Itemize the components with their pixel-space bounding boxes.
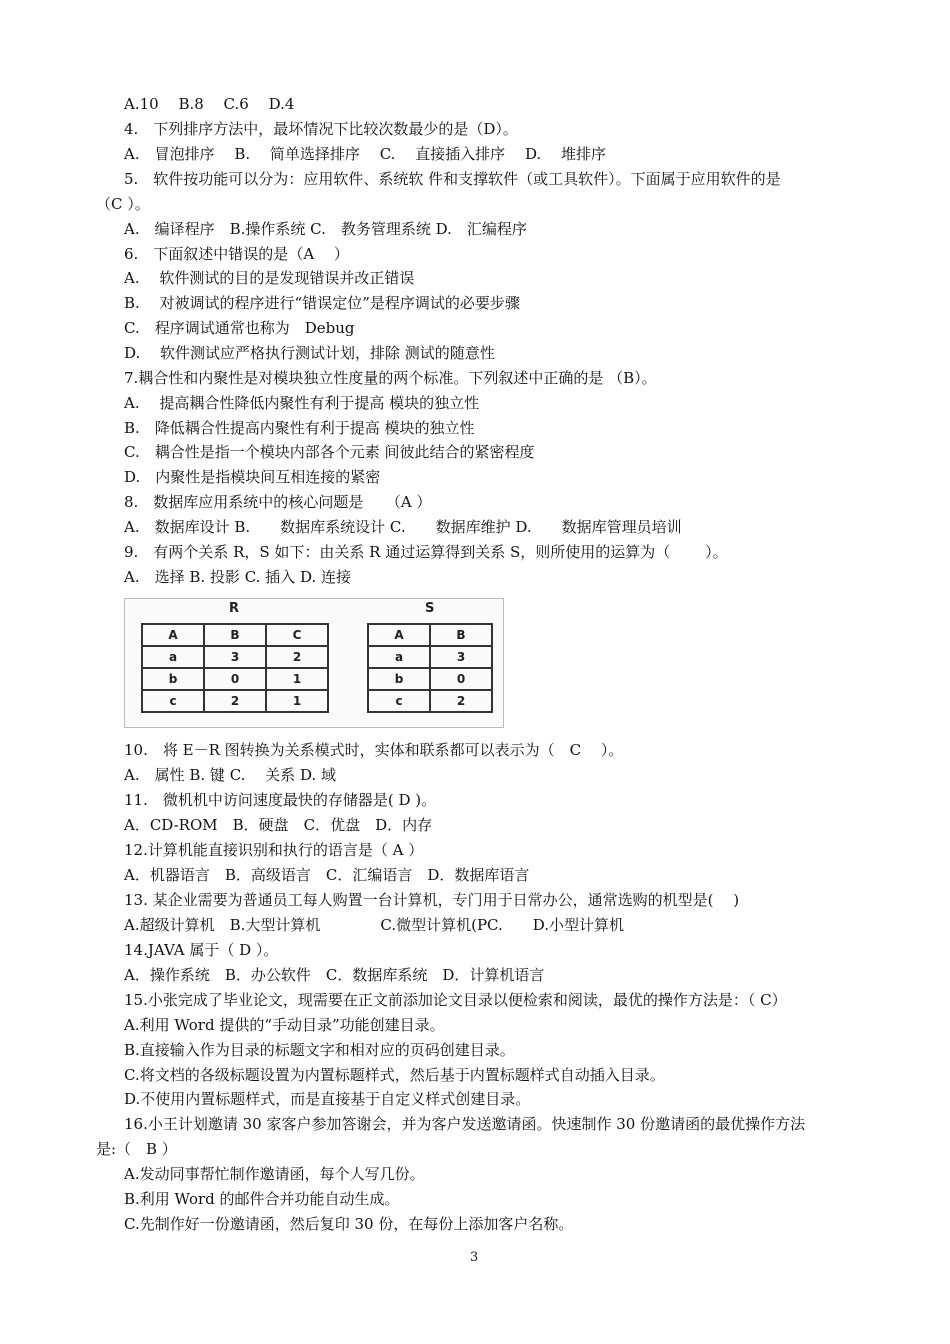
text-line: 11. 微机机中访问速度最快的存储器是( D )。: [124, 791, 437, 809]
text-line: C.先制作好一份邀请函，然后复印 30 份，在每份上添加客户名称。: [124, 1215, 574, 1233]
table-row: [142, 624, 328, 646]
text-line: C. 程序调试通常也称为 Debug: [124, 319, 355, 337]
text-line: 14.JAVA 属于（ D ）。: [124, 941, 279, 959]
table-cell: C: [266, 624, 328, 646]
text-line: A．机器语言 B．高级语言 C．汇编语言 D．数据库语言: [124, 866, 530, 884]
table-cell: 2: [430, 690, 492, 712]
text-line: B.利用 Word 的邮件合并功能自动生成。: [124, 1190, 400, 1208]
text-line: C. 耦合性是指一个模块内部各个元素 间彼此结合的紧密程度: [124, 443, 535, 461]
table-row: [368, 646, 492, 668]
text-line: D. 软件测试应严格执行测试计划，排除 测试的随意性: [124, 344, 495, 362]
text-line: 16.小王计划邀请 30 家客户参加答谢会，并为客户发送邀请函。快速制作 30 份邀请函的最优操作方法: [124, 1115, 806, 1133]
table-cell: 0: [430, 668, 492, 690]
text-line: A．CD-ROM B．硬盘 C．优盘 D．内存: [124, 816, 433, 834]
text-line: A. 属性 B. 键 C. 关系 D. 域: [124, 766, 336, 784]
table-cell: 3: [204, 646, 266, 668]
text-line: 8. 数据库应用系统中的核心问题是 （A ）: [124, 493, 432, 511]
text-line: 12.计算机能直接识别和执行的语言是（ A ）: [124, 841, 424, 859]
table-cell: 3: [430, 646, 492, 668]
text-line: A. 软件测试的目的是发现错误并改正错误: [124, 269, 415, 287]
page-number: 3: [470, 1250, 479, 1265]
text-line: 13. 某企业需要为普通员工每人购置一台计算机，专门用于日常办公，通常选购的机型是( ): [124, 891, 740, 909]
table-cell: 1: [266, 690, 328, 712]
text-line: A.发动同事帮忙制作邀请函，每个人写几份。: [124, 1165, 425, 1183]
table-row: [368, 690, 492, 712]
table-row: [142, 668, 328, 690]
table-cell: 0: [204, 668, 266, 690]
text-line: A.利用 Word 提供的“手动目录”功能创建目录。: [124, 1016, 445, 1034]
table-cell: 1: [266, 668, 328, 690]
text-line: 4. 下列排序方法中，最坏情况下比较次数最少的是（D）。: [124, 120, 518, 138]
relation-tables-figure: [124, 598, 504, 728]
text-line: 是:（ B ）: [96, 1140, 177, 1158]
text-line: C.将文档的各级标题设置为内置标题样式，然后基于内置标题样式自动插入目录。: [124, 1066, 665, 1084]
table-cell: 2: [204, 690, 266, 712]
text-line: B. 对被调试的程序进行“错误定位”是程序调试的必要步骤: [124, 294, 520, 312]
text-line: （C ）。: [96, 195, 150, 213]
table-cell: c: [142, 690, 204, 712]
text-line: A. 数据库设计 B. 数据库系统设计 C. 数据库维护 D. 数据库管理员培训: [124, 518, 682, 536]
text-line: D.不使用内置标题样式，而是直接基于自定义样式创建目录。: [124, 1090, 531, 1108]
table-cell: B: [204, 624, 266, 646]
relation-r-title: R: [229, 601, 240, 616]
text-line: A. 编译程序 B.操作系统 C. 教务管理系统 D. 汇编程序: [124, 220, 527, 238]
table-row: [368, 624, 492, 646]
text-line: D. 内聚性是指模块间互相连接的紧密: [124, 468, 381, 486]
relation-s-table: [367, 623, 493, 713]
table-cell: A: [142, 624, 204, 646]
text-line: A. 冒泡排序 B. 简单选择排序 C. 直接插入排序 D. 堆排序: [124, 145, 606, 163]
table-row: [142, 646, 328, 668]
table-cell: c: [368, 690, 430, 712]
table-cell: a: [368, 646, 430, 668]
text-line: 7.耦合性和内聚性是对模块独立性度量的两个标准。下列叙述中正确的是 （B）。: [124, 369, 657, 387]
text-line: A. 提高耦合性降低内聚性有利于提高 模块的独立性: [124, 394, 480, 412]
text-line: B.直接输入作为目录的标题文字和相对应的页码创建目录。: [124, 1041, 515, 1059]
text-line: A．操作系统 B．办公软件 C．数据库系统 D．计算机语言: [124, 966, 545, 984]
text-line: A.10 B.8 C.6 D.4: [124, 95, 295, 113]
table-cell: B: [430, 624, 492, 646]
text-line: B. 降低耦合性提高内聚性有利于提高 模块的独立性: [124, 419, 475, 437]
text-line: 15.小张完成了毕业论文，现需要在正文前添加论文目录以便检索和阅读，最优的操作方法是：（ C）: [124, 991, 787, 1009]
text-line: 5. 软件按功能可以分为：应用软件、系统软 件和支撑软件（或工具软件）。下面属于应用软件的是: [124, 170, 781, 188]
table-cell: A: [368, 624, 430, 646]
relation-r-table: [141, 623, 329, 713]
relation-s-title: S: [425, 601, 435, 616]
table-row: [368, 668, 492, 690]
text-line: 6. 下面叙述中错误的是（A ）: [124, 245, 349, 263]
table-cell: 2: [266, 646, 328, 668]
table-cell: b: [142, 668, 204, 690]
table-row: [142, 690, 328, 712]
text-line: 9. 有两个关系 R，S 如下：由关系 R 通过运算得到关系 S，则所使用的运算为（ ）。: [124, 543, 728, 561]
table-cell: a: [142, 646, 204, 668]
table-cell: b: [368, 668, 430, 690]
text-line: 10. 将 E－R 图转换为关系模式时，实体和联系都可以表示为（ C ）。: [124, 741, 624, 759]
text-line: A. 选择 B. 投影 C. 插入 D. 连接: [124, 568, 351, 586]
text-line: A.超级计算机 B.大型计算机 C.微型计算机(PC. D.小型计算机: [124, 916, 625, 934]
